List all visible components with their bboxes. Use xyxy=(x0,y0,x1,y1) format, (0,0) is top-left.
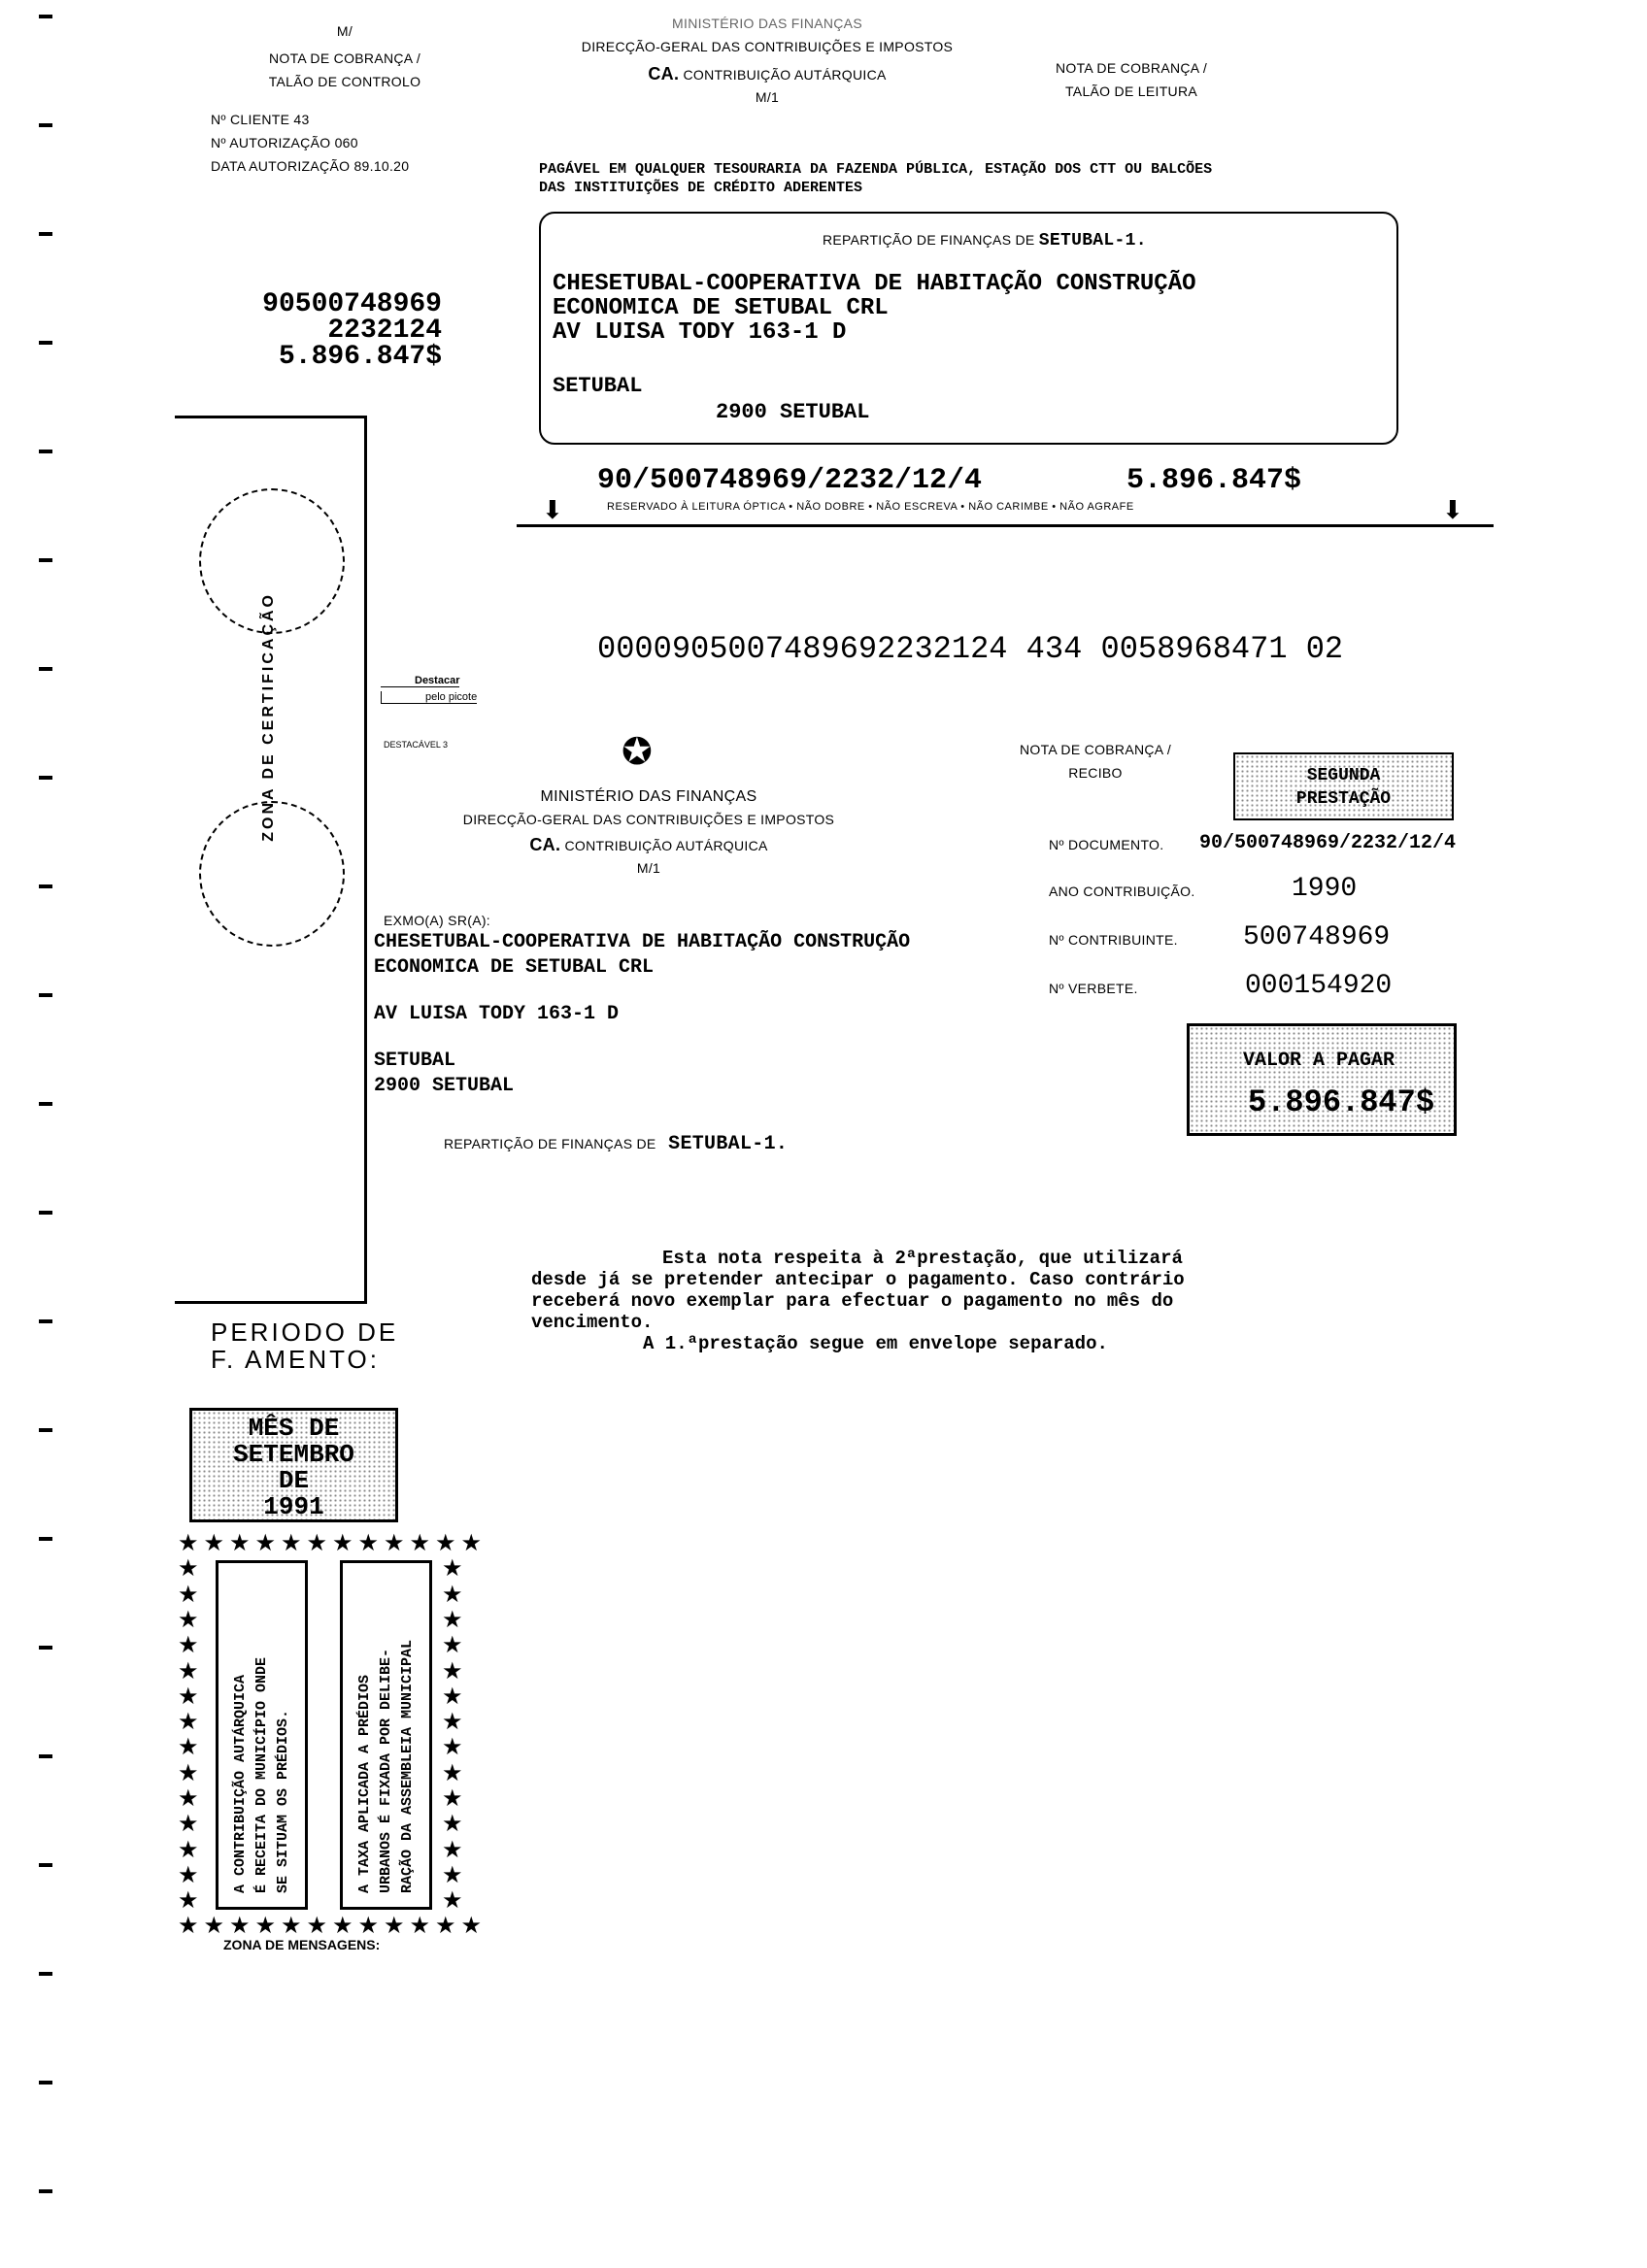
header-right-subtitle: TALÃO DE LEITURA xyxy=(1064,83,1198,99)
exmo-label: EXMO(A) SR(A): xyxy=(384,913,490,928)
star-icon: ★ xyxy=(306,1913,328,1939)
stub-title: NOTA DE COBRANÇA / xyxy=(268,50,421,66)
message-line: Esta nota respeita à 2ªprestação, que utilizará xyxy=(662,1248,1183,1269)
arrow-down-icon: ⬇ xyxy=(542,495,563,524)
star-icon: ★ xyxy=(178,1709,199,1736)
emblem-icon: ✪ xyxy=(622,732,653,773)
payable-line-1: PAGÁVEL EM QUALQUER TESOURARIA DA FAZENDA PÚBLICA, ESTAÇÃO DOS CTT OU BALCÕES xyxy=(539,161,1213,178)
field-value-contribuinte: 500748969 xyxy=(1243,922,1391,952)
star-icon: ★ xyxy=(203,1913,225,1939)
notice-text: A CONTRIBUIÇÃO AUTÁRQUICA É RECEITA DO MUNICÍPIO ONDE SE SITUAM OS PRÉDIOS. xyxy=(232,1656,291,1893)
detach-label: Destacar xyxy=(381,675,459,687)
stub-numbers xyxy=(262,291,442,370)
month-line: 1991 xyxy=(263,1492,324,1521)
address-line: ECONOMICA DE SETUBAL CRL xyxy=(374,956,655,979)
margin-tick xyxy=(39,1102,52,1106)
star-icon: ★ xyxy=(442,1785,463,1812)
star-icon: ★ xyxy=(281,1530,302,1556)
stub-number: 90500748969 xyxy=(262,289,442,319)
star-icon: ★ xyxy=(229,1530,251,1556)
star-icon: ★ xyxy=(460,1530,483,1556)
address-line: AV LUISA TODY 163-1 D xyxy=(553,319,847,346)
address-city: SETUBAL xyxy=(553,374,643,398)
reparticao-value: SETUBAL-1. xyxy=(1038,231,1147,250)
margin-tick xyxy=(39,15,52,18)
receipt-ministry: MINISTÉRIO DAS FINANÇAS xyxy=(540,788,757,805)
address-line: 2900 SETUBAL xyxy=(374,1075,515,1097)
zona-certificacao: ZONA DE CERTIFICAÇÃO xyxy=(260,592,277,842)
margin-tick xyxy=(39,667,52,671)
periodo-label xyxy=(211,1318,398,1373)
autorizacao: Nº AUTORIZAÇÃO 060 xyxy=(211,135,358,150)
address-lines xyxy=(553,272,1196,345)
margin-tick xyxy=(39,1211,52,1215)
star-icon: ★ xyxy=(306,1530,328,1556)
margin-tick xyxy=(39,1428,52,1432)
star-icon: ★ xyxy=(435,1530,456,1556)
message-line: desde já se pretender antecipar o pagamento. Caso contrário xyxy=(531,1269,1185,1290)
stub-border-top xyxy=(175,416,366,418)
star-icon: ★ xyxy=(442,1555,463,1583)
star-icon: ★ xyxy=(229,1913,251,1939)
margin-tick xyxy=(39,1972,52,1976)
receipt-subtitle: RECIBO xyxy=(1068,765,1123,781)
installment-badge xyxy=(1233,752,1454,820)
stub-border-right xyxy=(364,416,367,1304)
address-postal: 2900 SETUBAL xyxy=(716,400,870,424)
stub-ref: 2232124 xyxy=(327,316,442,346)
field-label-documento: Nº DOCUMENTO. xyxy=(1049,837,1164,852)
star-icon: ★ xyxy=(178,1530,199,1556)
month-line: SETEMBRO xyxy=(233,1440,354,1469)
star-icon: ★ xyxy=(178,1555,199,1583)
header-ministry: MINISTÉRIO DAS FINANÇAS xyxy=(672,16,862,31)
stub-border-bottom xyxy=(175,1301,366,1304)
address-line: ECONOMICA DE SETUBAL CRL xyxy=(553,295,889,321)
margin-tick xyxy=(39,1537,52,1541)
margin-tick xyxy=(39,1319,52,1323)
message-line: A 1.ªprestação segue em envelope separado. xyxy=(643,1333,1108,1354)
destacavel: DESTACÁVEL 3 xyxy=(384,740,449,750)
ocr-code-line: 0000905007489692232124 434 0058968471 02 xyxy=(597,631,1344,667)
star-icon: ★ xyxy=(178,1581,199,1608)
margin-tick xyxy=(39,2189,52,2193)
margin-tick xyxy=(39,450,52,453)
margin-tick xyxy=(39,558,52,562)
cliente: Nº CLIENTE 43 xyxy=(211,112,310,127)
divider xyxy=(517,524,1494,527)
notice-box-2 xyxy=(340,1560,432,1910)
margin-tick xyxy=(39,776,52,780)
margin-tick xyxy=(39,1754,52,1758)
star-icon: ★ xyxy=(442,1606,463,1633)
star-icon: ★ xyxy=(357,1913,380,1939)
badge-line: PRESTAÇÃO xyxy=(1295,789,1392,809)
star-icon: ★ xyxy=(178,1887,199,1915)
header-contribuicao xyxy=(648,64,886,84)
margin-tick xyxy=(39,341,52,345)
star-icon: ★ xyxy=(178,1734,199,1761)
valor-amount: 5.896.847$ xyxy=(1248,1084,1435,1120)
address-line: CHESETUBAL-COOPERATIVA DE HABITAÇÃO CONSTRUÇÃO xyxy=(553,271,1196,297)
message-line: receberá novo exemplar para efectuar o pagamento no mês do xyxy=(531,1290,1174,1312)
zona-mensagens: ZONA DE MENSAGENS: xyxy=(223,1937,381,1952)
star-icon: ★ xyxy=(332,1913,353,1939)
star-icon: ★ xyxy=(178,1657,199,1684)
header-right-title: NOTA DE COBRANÇA / xyxy=(1055,60,1208,76)
ocr-reference: 90/500748969/2232/12/4 xyxy=(597,464,983,497)
star-icon: ★ xyxy=(384,1913,405,1939)
field-value-documento: 90/500748969/2232/12/4 xyxy=(1199,832,1457,854)
detach-sublabel: pelo picote xyxy=(381,691,477,704)
star-icon: ★ xyxy=(442,1811,463,1838)
star-icon: ★ xyxy=(442,1709,463,1736)
receipt-title: NOTA DE COBRANÇA / xyxy=(1019,742,1172,757)
ca-logo: CA. xyxy=(648,64,680,83)
valor-label: VALOR A PAGAR xyxy=(1243,1050,1395,1072)
star-icon: ★ xyxy=(442,1836,463,1863)
star-icon: ★ xyxy=(178,1861,199,1888)
message-line: vencimento. xyxy=(531,1312,654,1333)
margin-tick xyxy=(39,1863,52,1867)
badge-line: SEGUNDA xyxy=(1306,766,1381,785)
star-icon: ★ xyxy=(332,1530,353,1556)
star-icon: ★ xyxy=(442,1861,463,1888)
star-icon: ★ xyxy=(178,1606,199,1633)
header-direccao: DIRECÇÃO-GERAL DAS CONTRIBUIÇÕES E IMPOSTOS xyxy=(581,39,954,54)
margin-tick xyxy=(39,123,52,127)
star-icon: ★ xyxy=(442,1759,463,1786)
receipt-reparticao: REPARTIÇÃO DE FINANÇAS DE SETUBAL-1. xyxy=(444,1133,789,1155)
ca-logo: CA. xyxy=(529,835,561,854)
message xyxy=(531,1248,1185,1354)
star-icon: ★ xyxy=(203,1530,225,1556)
star-icon: ★ xyxy=(442,1683,463,1710)
receipt-contribuicao xyxy=(529,835,767,855)
month-line: DE xyxy=(278,1466,310,1495)
star-icon: ★ xyxy=(281,1913,302,1939)
star-icon: ★ xyxy=(442,1657,463,1684)
star-icon: ★ xyxy=(442,1581,463,1608)
address-line: AV LUISA TODY 163-1 D xyxy=(374,1003,620,1025)
star-icon: ★ xyxy=(178,1632,199,1659)
address-line: CHESETUBAL-COOPERATIVA DE HABITAÇÃO CONSTRUÇÃO xyxy=(374,931,911,953)
address-line: SETUBAL xyxy=(374,1050,456,1072)
star-icon: ★ xyxy=(178,1811,199,1838)
margin-tick xyxy=(39,2081,52,2085)
notice-box-1 xyxy=(216,1560,308,1910)
reparticao-value: SETUBAL-1. xyxy=(668,1133,789,1155)
data-autorizacao: DATA AUTORIZAÇÃO 89.10.20 xyxy=(211,158,410,174)
receipt-direccao: DIRECÇÃO-GERAL DAS CONTRIBUIÇÕES E IMPOSTOS xyxy=(462,812,835,827)
star-icon: ★ xyxy=(178,1759,199,1786)
star-icon: ★ xyxy=(460,1913,483,1939)
contribuicao-label: CONTRIBUIÇÃO AUTÁRQUICA xyxy=(564,838,768,853)
arrow-down-icon: ⬇ xyxy=(1442,495,1463,524)
month-box xyxy=(189,1408,398,1522)
margin-tick xyxy=(39,993,52,997)
ocr-reserved: RESERVADO À LEITURA ÓPTICA • NÃO DOBRE • NÃO ESCREVA • NÃO CARIMBE • NÃO AGRAFE xyxy=(607,501,1134,513)
periodo-line: PERIODO DE xyxy=(211,1317,399,1347)
receipt-address xyxy=(374,930,910,1099)
field-value-ano: 1990 xyxy=(1292,874,1358,904)
valor-a-pagar-box xyxy=(1187,1023,1457,1136)
header-model: M/1 xyxy=(755,89,780,105)
field-label-ano: ANO CONTRIBUIÇÃO. xyxy=(1049,884,1195,899)
star-icon: ★ xyxy=(178,1683,199,1710)
contribuicao-label: CONTRIBUIÇÃO AUTÁRQUICA xyxy=(683,67,887,83)
star-icon: ★ xyxy=(409,1530,431,1556)
star-icon: ★ xyxy=(254,1530,277,1556)
margin-tick xyxy=(39,1646,52,1650)
margin-tick xyxy=(39,232,52,236)
star-icon: ★ xyxy=(384,1530,405,1556)
receipt-model: M/1 xyxy=(636,860,661,876)
month-line: MÊS DE xyxy=(248,1414,340,1443)
stub-amount: 5.896.847$ xyxy=(278,342,442,372)
payable-line-2: DAS INSTITUIÇÕES DE CRÉDITO ADERENTES xyxy=(539,180,863,196)
star-icon: ★ xyxy=(178,1913,199,1939)
field-value-verbete: 000154920 xyxy=(1245,971,1393,1001)
star-icon: ★ xyxy=(254,1913,277,1939)
reparticao-label: REPARTIÇÃO DE FINANÇAS DE SETUBAL-1. xyxy=(823,231,1147,250)
star-icon: ★ xyxy=(442,1887,463,1915)
stub-code: M/ xyxy=(336,23,353,39)
periodo-line: F. AMENTO: xyxy=(211,1345,380,1374)
field-label-verbete: Nº VERBETE. xyxy=(1049,981,1138,996)
notice-text: A TAXA APLICADA A PRÉDIOS URBANOS É FIXADA POR DELIBE- RAÇÃO DA ASSEMBLEIA MUNICIPAL xyxy=(356,1639,416,1893)
stub-subtitle: TALÃO DE CONTROLO xyxy=(268,74,421,89)
star-icon: ★ xyxy=(357,1530,380,1556)
margin-tick xyxy=(39,884,52,888)
star-icon: ★ xyxy=(178,1836,199,1863)
star-icon: ★ xyxy=(435,1913,456,1939)
star-icon: ★ xyxy=(178,1785,199,1812)
star-icon: ★ xyxy=(442,1734,463,1761)
star-icon: ★ xyxy=(409,1913,431,1939)
field-label-contribuinte: Nº CONTRIBUINTE. xyxy=(1049,932,1178,948)
address-box xyxy=(539,212,1398,445)
star-icon: ★ xyxy=(442,1632,463,1659)
ocr-amount: 5.896.847$ xyxy=(1126,464,1302,497)
